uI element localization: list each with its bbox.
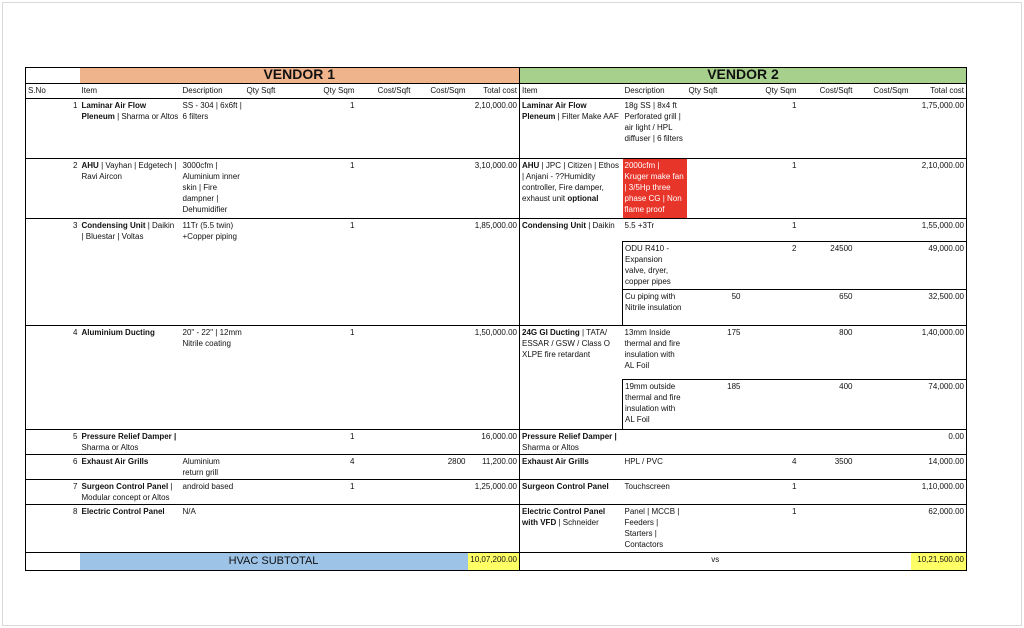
item-name: Surgeon Control Panel: [522, 482, 609, 491]
vendor2-cost-sqft: 24500: [799, 242, 855, 290]
vendor1-qty-sqft: [245, 219, 301, 326]
item-name: 24G GI Ducting: [522, 328, 580, 337]
header-total-cost: Total cost: [468, 84, 520, 99]
vendor2-total: 62,000.00: [911, 505, 967, 553]
vendor2-cost-sqft: [799, 480, 855, 505]
vendor2-qty-sqm: 1: [743, 159, 799, 219]
vendor1-qty-sqm: 1: [301, 480, 357, 505]
vendor1-description: android based: [181, 480, 245, 505]
vendor1-qty-sqft: [245, 159, 301, 219]
vendor2-qty-sqm: 2: [743, 242, 799, 290]
vendor1-total: [468, 505, 520, 553]
row-sno: 8: [26, 505, 80, 553]
vendor1-item: [80, 219, 181, 326]
vendor2-qty-sqm: [743, 290, 799, 326]
header-item: Item: [80, 84, 181, 99]
item-makes: Sharma or Altos: [81, 443, 139, 452]
vendor1-qty-sqm: 1: [301, 326, 357, 430]
vendor2-description: 18g SS | 8x4 ft Perforated grill | air light / HPL diffuser | 6 filters: [623, 99, 687, 159]
vendor2-qty-sqft: [687, 455, 743, 480]
subtotal-label: HVAC SUBTOTAL: [80, 553, 468, 571]
vendor1-item: [80, 326, 181, 430]
item-name: Electric Control Panel with VFD: [522, 507, 606, 527]
vendor2-description: 5.5 +3Tr: [623, 219, 687, 242]
vendor2-total: 2,10,000.00: [911, 159, 967, 219]
vendor2-description: Touchscreen: [623, 480, 687, 505]
vendor2-subtotal: 10,21,500.00: [911, 553, 967, 571]
column-header-row: [26, 84, 967, 99]
header-cost-sqft: Cost/Sqft: [357, 84, 413, 99]
vendor1-qty-sqft: [245, 505, 301, 553]
vendor1-description: Aluminium return grill: [181, 455, 245, 480]
vendor1-cost-sqm: [413, 326, 468, 430]
vendor2-total: 74,000.00: [911, 380, 967, 430]
vendor2-cost-sqm: [855, 326, 911, 380]
vendor2-qty-sqft: [687, 159, 743, 219]
vendor1-cost-sqm: [413, 505, 468, 553]
vendor1-qty-sqft: [245, 326, 301, 430]
vendor2-description-highlighted: 2000cfm | Kruger make fan | 3/5Hp three phase CG | Non flame proof: [623, 159, 687, 219]
vendor1-cost-sqm: [413, 99, 468, 159]
vendor1-description: 20" - 22" | 12mm Nitrile coating: [181, 326, 245, 430]
vendor2-total: 0.00: [911, 430, 967, 455]
vendor1-cost-sqft: [357, 455, 413, 480]
header-qty-sqm: Qty Sqm: [743, 84, 799, 99]
vendor2-description: ODU R410 - Expansion valve, dryer, copper pipes: [623, 242, 687, 290]
vendor1-qty-sqm: [301, 505, 357, 553]
vendor1-item: [80, 480, 181, 505]
vendor2-cost-sqm: [855, 99, 911, 159]
item-name: Pressure Relief Damper |: [522, 432, 617, 441]
vendor2-cost-sqft: 800: [799, 326, 855, 380]
table-row: [26, 430, 967, 455]
row-sno: 1: [26, 99, 80, 159]
vendor2-qty-sqm: 1: [743, 99, 799, 159]
item-name: AHU: [522, 161, 540, 170]
vendor1-description: 3000cfm | Aluminium inner skin | Fire dampner | Dehumidifier: [181, 159, 245, 219]
vendor1-total: 1,25,000.00: [468, 480, 520, 505]
header-description: Description: [623, 84, 687, 99]
vendor1-total: 1,85,000.00: [468, 219, 520, 326]
row-sno: 4: [26, 326, 80, 430]
vendor-header-row: [26, 68, 967, 84]
vendor1-cost-sqm: 2800: [413, 455, 468, 480]
vendor2-cost-sqm: [855, 242, 911, 290]
vendor2-qty-sqft: [687, 219, 743, 242]
vendor2-qty-sqft: [687, 242, 743, 290]
vendor2-qty-sqft: [687, 480, 743, 505]
item-name: Exhaust Air Grills: [522, 457, 589, 466]
item-makes: | JPC | Citizen | Ethos | Anjani - ??Humidity controller, Fire damper, exhaust unit: [522, 161, 619, 203]
vendor1-subtotal: 10,07,200.00: [468, 553, 520, 571]
subtotal-row: [26, 553, 967, 571]
vendor1-cost-sqm: [413, 480, 468, 505]
vendor2-description: 19mm outside thermal and fire insulation with AL Foil: [623, 380, 687, 430]
vs-text: vs: [711, 555, 720, 564]
vendor1-cost-sqft: [357, 99, 413, 159]
vendor1-qty-sqm: 4: [301, 455, 357, 480]
item-name: Laminar Air Flow Pleneum: [522, 101, 587, 121]
vendor2-qty-sqm: 4: [743, 455, 799, 480]
vendor1-description: [181, 430, 245, 455]
row-sno: 5: [26, 430, 80, 455]
header-description: Description: [181, 84, 245, 99]
vendor2-item: [520, 455, 623, 480]
vendor1-cost-sqft: [357, 480, 413, 505]
table-row: [26, 455, 967, 480]
vendor2-item: [520, 480, 623, 505]
vendor2-item: [520, 505, 623, 553]
item-name: AHU: [81, 161, 99, 170]
table-row: [26, 505, 967, 553]
vendor1-description: N/A: [181, 505, 245, 553]
item-name: Laminar Air Flow Pleneum: [81, 101, 147, 121]
blank-cell: [26, 553, 80, 571]
vendor1-cost-sqft: [357, 219, 413, 326]
vendor2-cost-sqft: [799, 99, 855, 159]
item-optional-flag: optional: [567, 194, 599, 203]
table-row: [26, 159, 967, 219]
vendor2-description: Panel | MCCB | Feeders | Starters | Contactors: [623, 505, 687, 553]
vendor1-qty-sqm: 1: [301, 99, 357, 159]
vendor2-cost-sqm: [855, 480, 911, 505]
header-cost-sqft: Cost/Sqft: [799, 84, 855, 99]
vendor2-qty-sqft: 175: [687, 326, 743, 380]
vendor1-cost-sqm: [413, 159, 468, 219]
header-qty-sqft: Qty Sqft: [245, 84, 301, 99]
vendor1-title: VENDOR 1: [80, 68, 520, 84]
vendor2-description: [623, 430, 687, 455]
item-makes: | Vayhan | Edgetech | Ravi Aircon: [81, 161, 177, 181]
vendor1-qty-sqft: [245, 99, 301, 159]
table-row: [26, 99, 967, 159]
vendor2-qty-sqm: [743, 326, 799, 380]
vendor2-cost-sqft: 3500: [799, 455, 855, 480]
vendor1-qty-sqft: [245, 430, 301, 455]
vendor2-item: [520, 99, 623, 159]
vendor2-description: HPL / PVC: [623, 455, 687, 480]
header-item: Item: [520, 84, 623, 99]
vendor1-item: [80, 505, 181, 553]
vendor1-total: 11,200.00: [468, 455, 520, 480]
vendor2-qty-sqm: [743, 380, 799, 430]
table-row: [26, 326, 967, 380]
vendor2-qty-sqft: [687, 430, 743, 455]
vendor2-total: 1,40,000.00: [911, 326, 967, 380]
vendor2-cost-sqm: [855, 159, 911, 219]
vendor1-item: [80, 159, 181, 219]
vendor1-cost-sqft: [357, 326, 413, 430]
vendor2-qty-sqm: 1: [743, 480, 799, 505]
vendor2-total: 49,000.00: [911, 242, 967, 290]
item-makes: | TATA/ ESSAR / GSW / Class O XLPE fire retardant: [522, 328, 611, 359]
vendor1-total: 2,10,000.00: [468, 99, 520, 159]
vendor1-cost-sqm: [413, 430, 468, 455]
row-sno: 3: [26, 219, 80, 326]
vendor2-cost-sqm: [855, 290, 911, 326]
item-makes: | Modular concept or Altos: [81, 482, 173, 502]
vendor2-cost-sqft: [799, 219, 855, 242]
vendor2-cost-sqm: [855, 505, 911, 553]
vendor2-description: 13mm Inside thermal and fire insulation with AL Foil: [623, 326, 687, 380]
item-name: Aluminium Ducting: [81, 328, 155, 337]
vendor-comparison-table: [25, 67, 967, 571]
vendor1-description: 11Tr (5.5 twin) +Copper piping: [181, 219, 245, 326]
vendor2-total: 1,55,000.00: [911, 219, 967, 242]
item-name: Exhaust Air Grills: [81, 457, 149, 466]
vendor1-qty-sqm: 1: [301, 159, 357, 219]
vendor2-cost-sqm: [855, 455, 911, 480]
header-sno: S.No: [26, 84, 80, 99]
vendor1-cost-sqft: [357, 159, 413, 219]
item-name: Pressure Relief Damper |: [81, 432, 177, 441]
vendor2-cost-sqft: 400: [799, 380, 855, 430]
vendor2-total: 32,500.00: [911, 290, 967, 326]
item-makes: | Filter Make AAF: [555, 112, 619, 121]
table-row: [26, 480, 967, 505]
item-makes: | Daikin | Bluestar | Voltas: [81, 221, 175, 241]
vendor2-qty-sqm: [743, 430, 799, 455]
header-qty-sqm: Qty Sqm: [301, 84, 357, 99]
vendor1-item: [80, 430, 181, 455]
vendor2-cost-sqft: [799, 159, 855, 219]
vendor2-item: [520, 326, 623, 430]
vendor1-cost-sqft: [357, 505, 413, 553]
vendor2-total: 1,75,000.00: [911, 99, 967, 159]
vendor2-qty-sqm: 1: [743, 505, 799, 553]
vendor1-item: [80, 455, 181, 480]
vendor1-cost-sqft: [357, 430, 413, 455]
vendor2-cost-sqm: [855, 430, 911, 455]
item-makes: | Schneider: [556, 518, 599, 527]
item-name: Electric Control Panel: [81, 507, 165, 516]
vendor2-total: 1,10,000.00: [911, 480, 967, 505]
item-name: Surgeon Control Panel: [81, 482, 169, 491]
header-cost-sqm: Cost/Sqm: [855, 84, 911, 99]
header-total-cost: Total cost: [911, 84, 967, 99]
vendor2-qty-sqm: 1: [743, 219, 799, 242]
item-makes: Sharma or Altos: [522, 443, 579, 452]
vendor2-total: 14,000.00: [911, 455, 967, 480]
vendor1-qty-sqft: [245, 455, 301, 480]
vendor2-description: Cu piping with Nitrile insulation: [623, 290, 687, 326]
vendor2-cost-sqm: [855, 380, 911, 430]
item-name: Condensing Unit: [522, 221, 586, 230]
vendor1-total: 1,50,000.00: [468, 326, 520, 430]
header-cost-sqm: Cost/Sqm: [413, 84, 468, 99]
vendor2-qty-sqft: 185: [687, 380, 743, 430]
row-sno: 6: [26, 455, 80, 480]
item-name: Condensing Unit: [81, 221, 146, 230]
vendor2-title: VENDOR 2: [520, 68, 967, 84]
blank-cell: [26, 68, 80, 84]
item-makes: | Sharma or Altos: [114, 112, 179, 121]
header-qty-sqft: Qty Sqft: [687, 84, 743, 99]
vendor2-qty-sqft: 50: [687, 290, 743, 326]
item-makes: | Daikin: [586, 221, 615, 230]
vendor1-description: SS - 304 | 6x6ft | 6 filters: [181, 99, 245, 159]
vendor2-cost-sqft: [799, 505, 855, 553]
vendor2-qty-sqft: [687, 99, 743, 159]
spreadsheet-page: [2, 2, 1022, 626]
vendor2-item: [520, 159, 623, 219]
vendor1-qty-sqft: [245, 480, 301, 505]
vendor2-cost-sqft: [799, 430, 855, 455]
table-row: [26, 219, 967, 242]
row-sno: 2: [26, 159, 80, 219]
vendor2-cost-sqft: 650: [799, 290, 855, 326]
vendor2-item: [520, 430, 623, 455]
vendor1-total: 16,000.00: [468, 430, 520, 455]
vendor2-item: [520, 219, 623, 326]
vendor1-qty-sqm: 1: [301, 219, 357, 326]
vendor2-qty-sqft: [687, 505, 743, 553]
vendor1-total: 3,10,000.00: [468, 159, 520, 219]
vendor1-qty-sqm: 1: [301, 430, 357, 455]
vendor1-item: [80, 99, 181, 159]
vendor1-cost-sqm: [413, 219, 468, 326]
vendor2-cost-sqm: [855, 219, 911, 242]
versus-label: [520, 553, 911, 571]
row-sno: 7: [26, 480, 80, 505]
